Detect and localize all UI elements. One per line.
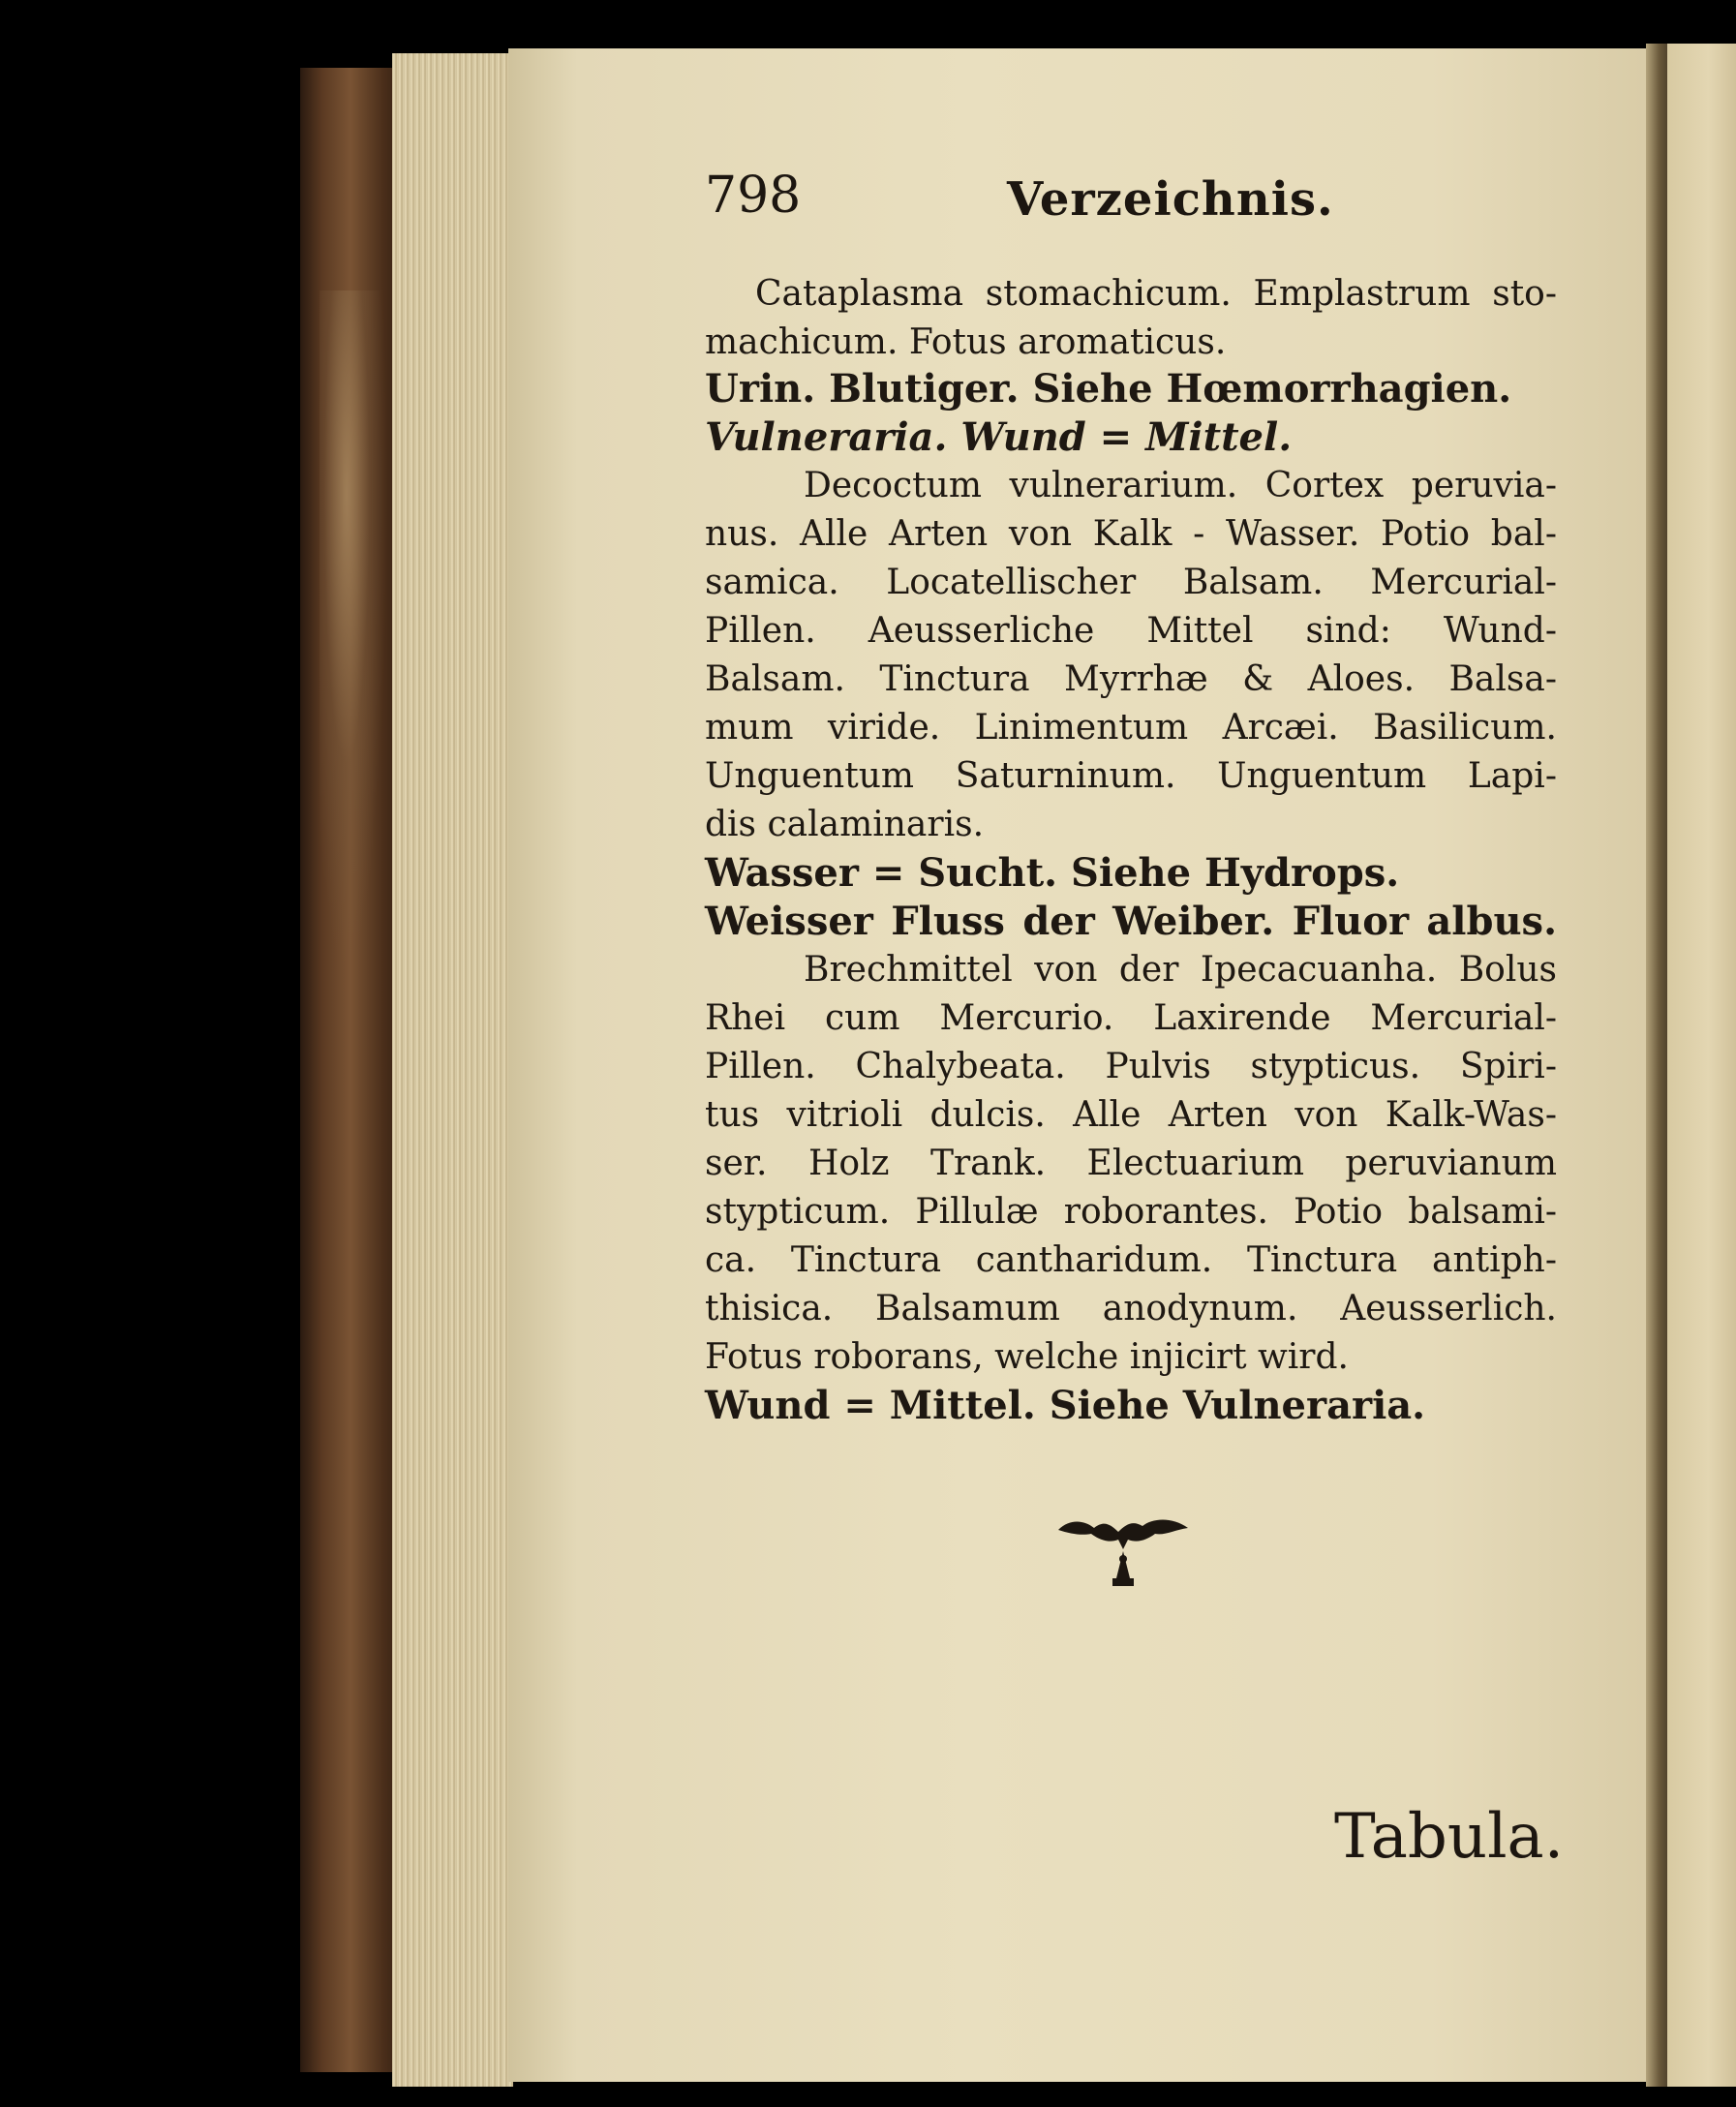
facing-page-edge [1667,44,1736,2087]
text-line: dis calaminaris. [705,805,985,844]
text-line: Unguentum Saturninum. Unguentum Lapi- [705,756,1557,796]
page-number: 798 [705,167,802,225]
text-line: Fotus roborans, welche injicirt wird. [705,1337,1349,1377]
text-line: nus. Alle Arten von Kalk - Wasser. Potio bal- [705,514,1557,554]
catchword: Tabula. [1334,1801,1565,1873]
text-line: mum viride. Linimentum Arcæi. Basilicum. [705,708,1557,748]
text-line: ca. Tinctura cantharidum. Tinctura antiph- [705,1240,1557,1280]
text-line: Balsam. Tinctura Myrrhæ & Aloes. Balsa- [705,659,1557,699]
text-line: ser. Holz Trank. Electuarium peruvianum [705,1144,1557,1183]
entry-heading: Wund = Mittel. Siehe Vulneraria. [705,1383,1426,1428]
entry-heading: Urin. Blutiger. Siehe Hœmorrhagien. [705,366,1512,412]
entry-heading: Weisser Fluss der Weiber. Fluor albus. [705,899,1557,944]
entry-heading: Wasser = Sucht. Siehe Hydrops. [705,850,1400,896]
text-line: thisica. Balsamum anodynum. Aeusserlich. [705,1289,1557,1328]
page-edges [392,53,513,2087]
text-line: samica. Locatellischer Balsam. Mercurial- [705,563,1557,602]
text-line: machicum. Fotus aromaticus. [705,322,1227,362]
text-line: Brechmittel von der Ipecacuanha. Bolus [804,950,1557,990]
text-line: Pillen. Chalybeata. Pulvis stypticus. Spiri- [705,1047,1557,1086]
text-line: Cataplasma stomachicum. Emplastrum sto- [755,274,1557,314]
text-line: stypticum. Pillulæ roborantes. Potio balsami- [705,1192,1557,1232]
entry-heading: Vulneraria. Wund = Mittel. [705,414,1293,460]
text-line: Pillen. Aeusserliche Mittel sind: Wund- [705,611,1557,651]
running-head: Verzeichnis. [1007,172,1334,227]
spine-leather-texture [320,290,387,968]
text-line: Rhei cum Mercurio. Laxirende Mercurial- [705,998,1557,1038]
printers-ornament [1051,1511,1196,1607]
text-line: Decoctum vulnerarium. Cortex peruvia- [804,466,1557,505]
text-line: tus vitrioli dulcis. Alle Arten von Kalk-Was- [705,1095,1557,1135]
